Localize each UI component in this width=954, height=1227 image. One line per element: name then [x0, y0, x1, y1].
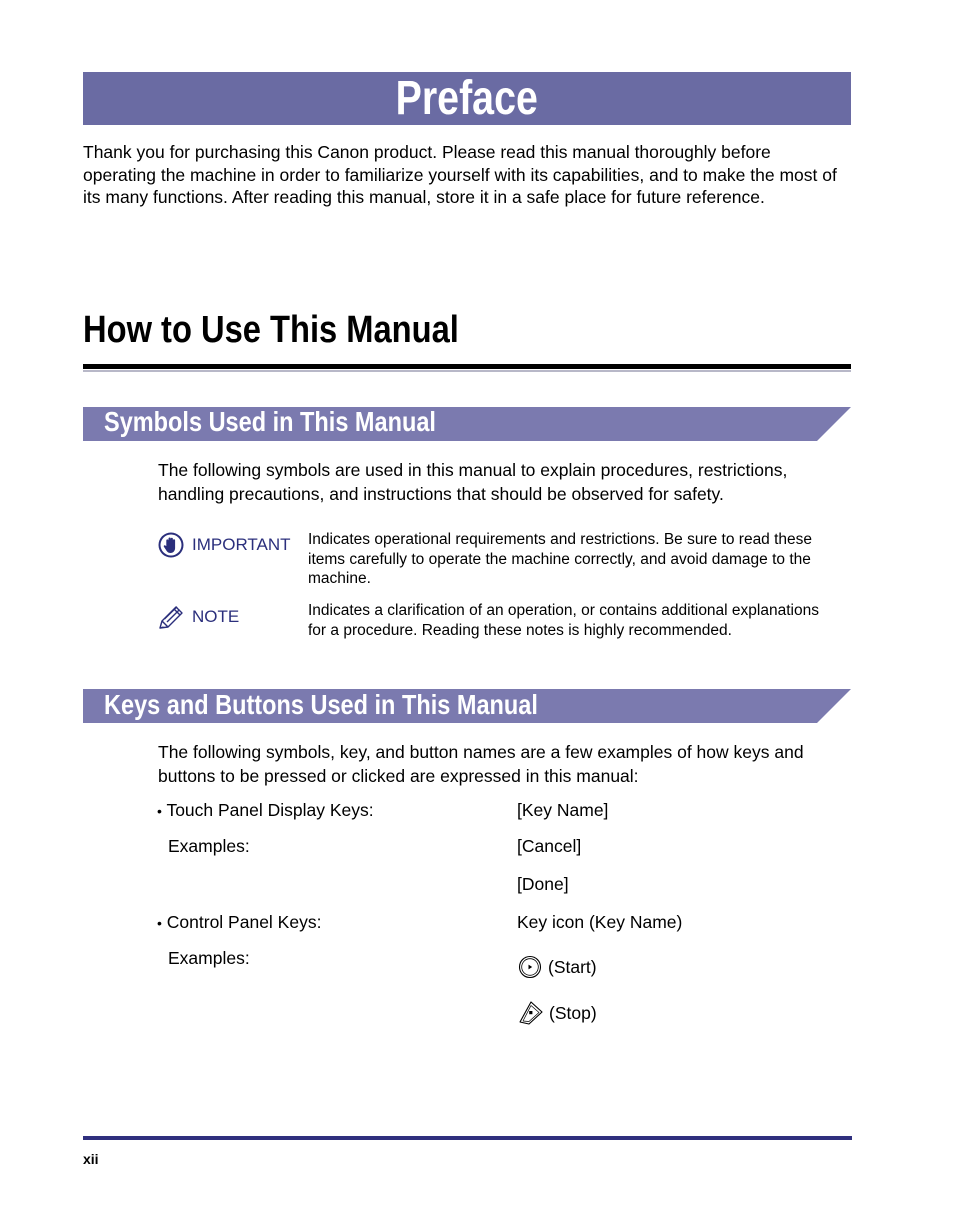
preface-title: Preface	[395, 72, 539, 125]
important-label: IMPORTANT	[192, 535, 291, 554]
touch-panel-example-done: [Done]	[517, 874, 569, 894]
touch-panel-examples-label: Examples:	[168, 836, 250, 856]
bullet: •	[157, 915, 162, 931]
keys-section-title: Keys and Buttons Used in This Manual	[104, 689, 538, 720]
control-panel-item	[157, 912, 321, 933]
preface-body: Thank you for purchasing this Canon product. Please read this manual thoroughly before operating the machine in order to familiarize yourself with its capabilities, and to make the most of its many functions. After reading this manual, store it in a safe place for future reference.	[83, 142, 837, 208]
hand-stop-icon	[157, 531, 185, 564]
start-key-icon	[518, 955, 542, 984]
stop-key-icon	[518, 1000, 544, 1031]
important-description: Indicates operational requirements and restrictions. Be sure to read these items carefully to operate the machine correctly, and avoid damage to the machine.	[308, 531, 813, 587]
start-key-label: (Start)	[548, 957, 597, 977]
touch-panel-item	[157, 800, 374, 821]
bullet: •	[157, 803, 162, 819]
touch-panel-label: Touch Panel Display Keys:	[166, 800, 374, 820]
symbols-section-title: Symbols Used in This Manual	[104, 406, 436, 437]
note-description: Indicates a clarification of an operation, or contains additional explanations for a procedure. Reading these notes is highly recommended.	[308, 602, 819, 639]
note-label: NOTE	[192, 607, 240, 626]
heading-rule-shadow	[83, 370, 851, 372]
stop-key-label: (Stop)	[549, 1003, 597, 1023]
keys-intro: The following symbols, key, and button names are a few examples of how keys and buttons to be pressed or clicked are expressed in this manual:	[158, 742, 804, 786]
footer-rule	[83, 1136, 852, 1140]
heading-rule	[83, 364, 851, 369]
touch-panel-example-cancel: [Cancel]	[517, 836, 582, 856]
control-panel-format: Key icon (Key Name)	[517, 912, 683, 932]
control-panel-label: Control Panel Keys:	[166, 912, 322, 932]
page-number: xii	[83, 1151, 99, 1167]
symbols-intro: The following symbols are used in this manual to explain procedures, restrictions, handling precautions, and instructions that should be observed for safety.	[158, 460, 788, 504]
preface-banner	[83, 72, 851, 125]
pencil-icon	[157, 605, 185, 636]
touch-panel-format: [Key Name]	[517, 800, 609, 820]
control-panel-examples-label: Examples:	[168, 948, 250, 968]
how-to-use-heading: How to Use This Manual	[83, 309, 459, 351]
